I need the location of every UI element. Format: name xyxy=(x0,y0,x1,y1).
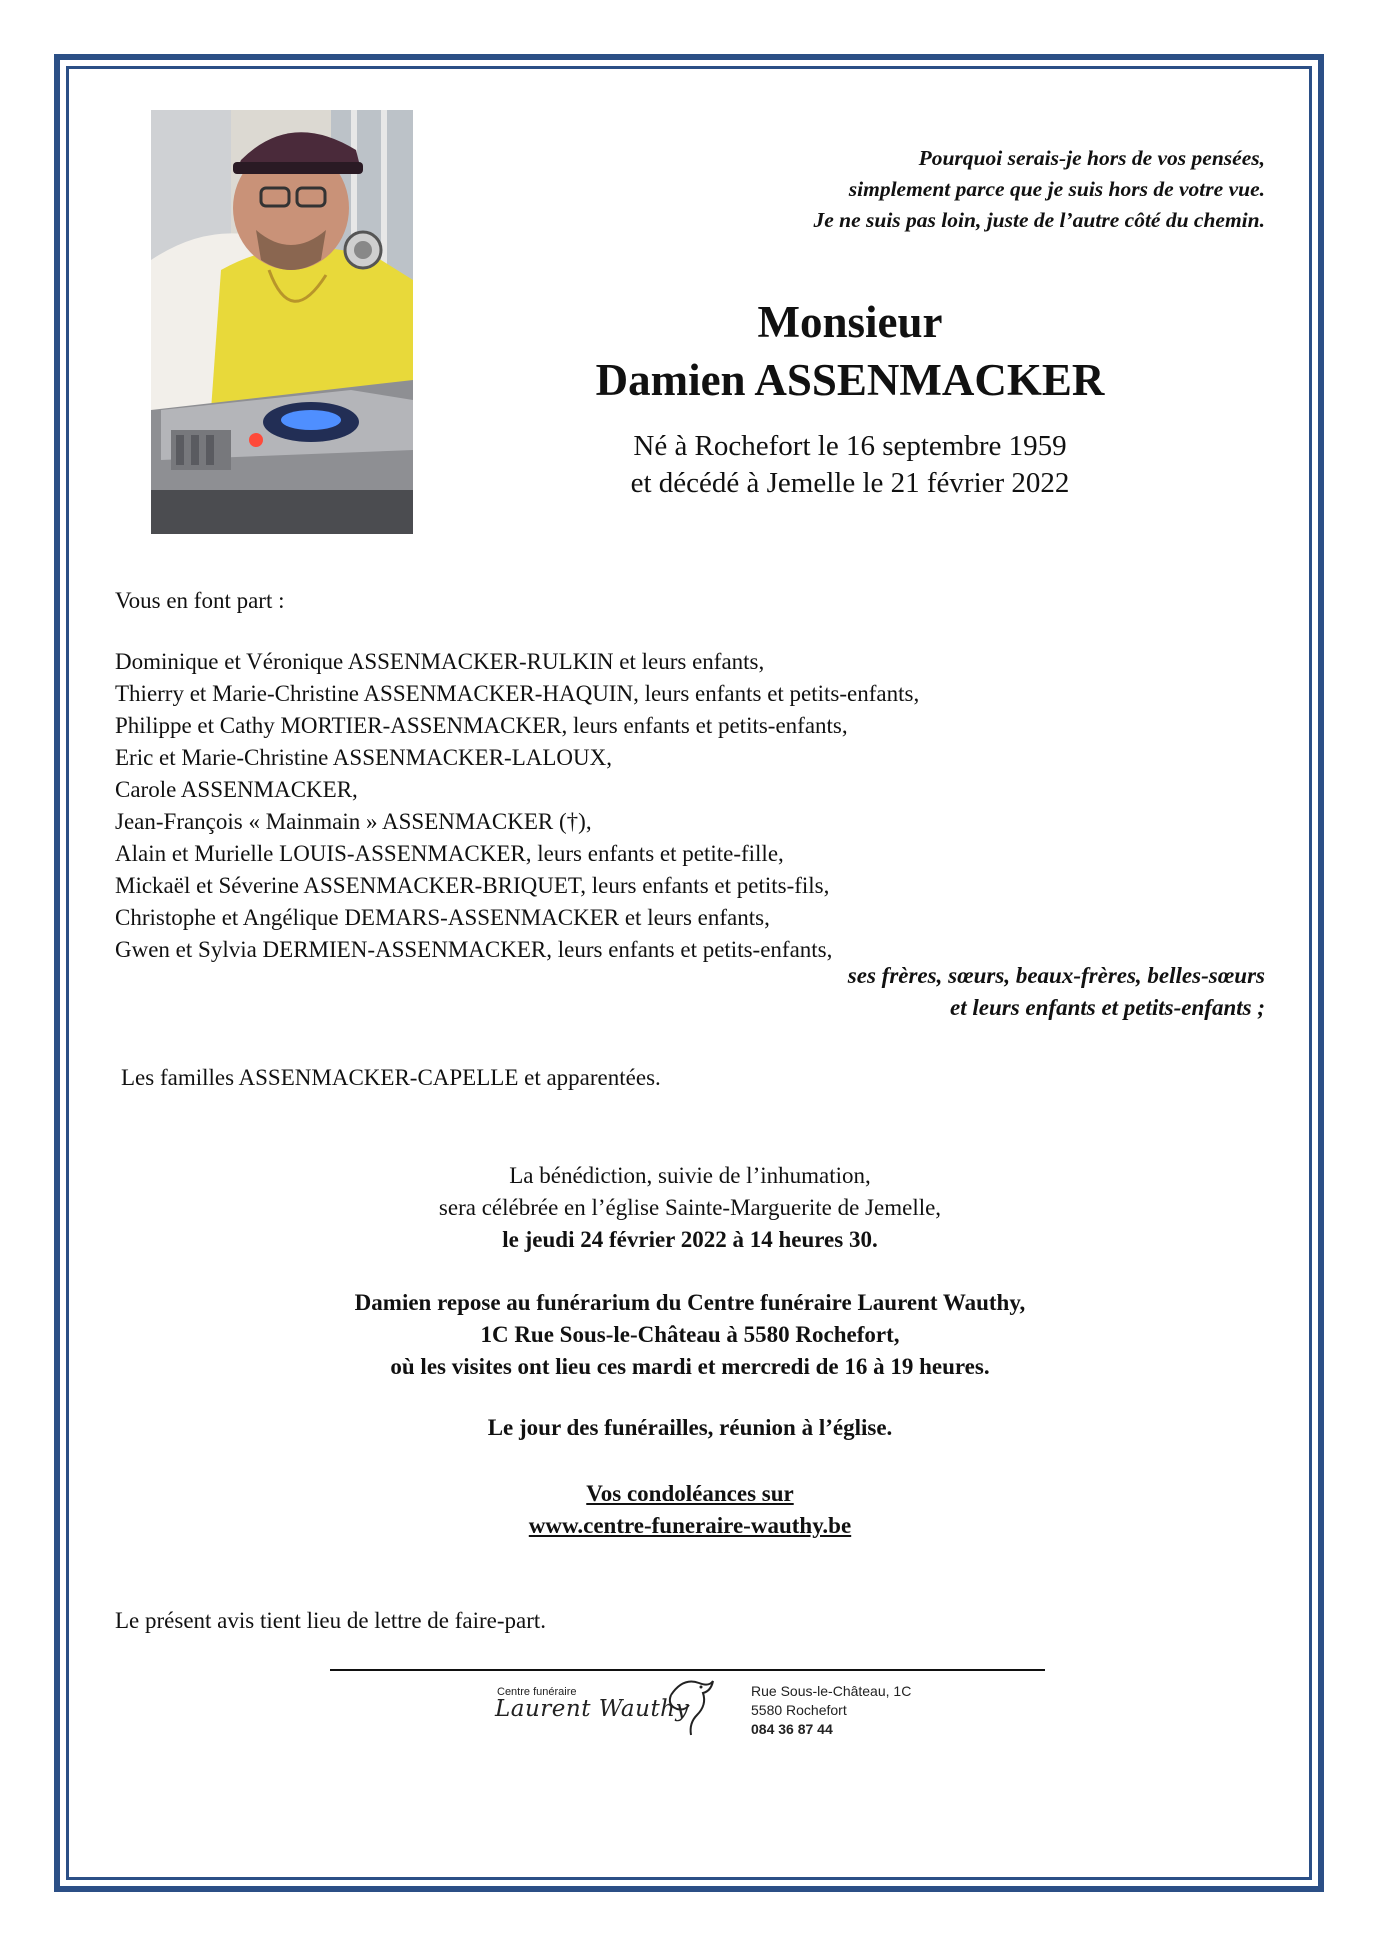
address-phone: 084 36 87 44 xyxy=(751,1721,833,1737)
ceremony-line: sera célébrée en l’église Sainte-Marguerite de Jemelle, xyxy=(438,1195,942,1220)
relation-line: ses frères, sœurs, beaux-frères, belles-sœurs xyxy=(847,963,1265,988)
visiting-hours: où les visites ont lieu ces mardi et mercredi de 16 à 19 heures. xyxy=(390,1354,990,1379)
deceased-title-block xyxy=(510,293,1190,409)
bird-logo-icon xyxy=(663,1675,721,1742)
death-line: et décédé à Jemelle le 21 février 2022 xyxy=(630,467,1070,499)
footer-address xyxy=(751,1682,911,1739)
family-item: Alain et Murielle LOUIS-ASSENMACKER, leurs enfants et petite-fille, xyxy=(115,841,784,866)
quote-line: simplement parce que je suis hors de votre vue. xyxy=(848,177,1265,201)
portrait-photo xyxy=(151,110,413,534)
ceremony-line: La bénédiction, suivie de l’inhumation, xyxy=(509,1163,871,1188)
family-item: Thierry et Marie-Christine ASSENMACKER-HAQUIN, leurs enfants et petits-enfants, xyxy=(115,681,920,706)
family-item: Philippe et Cathy MORTIER-ASSENMACKER, leurs enfants et petits-enfants, xyxy=(115,713,848,738)
quote-line: Pourquoi serais-je hors de vos pensées, xyxy=(918,146,1265,170)
funerarium-line: Damien repose au funérarium du Centre funéraire Laurent Wauthy, xyxy=(354,1290,1026,1315)
quote-line: Je ne suis pas loin, juste de l’autre côté du chemin. xyxy=(813,208,1265,232)
address-street: Rue Sous-le-Château, 1C xyxy=(751,1683,912,1699)
address-city: 5580 Rochefort xyxy=(751,1702,847,1718)
logo-caption: Centre funéraire xyxy=(497,1686,577,1698)
life-dates xyxy=(510,428,1190,502)
announcement-intro: Vous en font part : xyxy=(115,588,285,613)
condolences-label: Vos condoléances sur xyxy=(586,1481,794,1506)
family-item: Jean-François « Mainmain » ASSENMACKER (†), xyxy=(115,809,592,834)
family-item: Dominique et Véronique ASSENMACKER-RULKIN et leurs enfants, xyxy=(115,649,765,674)
relation-summary xyxy=(565,960,1265,1024)
opening-quote xyxy=(565,143,1265,236)
family-item: Carole ASSENMACKER, xyxy=(115,777,358,802)
meeting-note: Le jour des funérailles, réunion à l’église. xyxy=(487,1415,893,1440)
family-item: Mickaël et Séverine ASSENMACKER-BRIQUET, leurs enfants et petits-fils, xyxy=(115,873,830,898)
portrait-illustration xyxy=(151,110,413,534)
funerarium-address: 1C Rue Sous-le-Château à 5580 Rochefort, xyxy=(480,1322,900,1347)
related-families: Les familles ASSENMACKER-CAPELLE et apparentées. xyxy=(121,1065,661,1090)
deceased-name: Damien ASSENMACKER xyxy=(595,355,1105,405)
family-item: Eric et Marie-Christine ASSENMACKER-LALOUX, xyxy=(115,745,612,770)
family-item: Christophe et Angélique DEMARS-ASSENMACKER et leurs enfants, xyxy=(115,905,770,930)
ceremony-date: le jeudi 24 février 2022 à 14 heures 30. xyxy=(502,1227,878,1252)
ceremony-details xyxy=(190,1160,1190,1256)
logo-script-name: Laurent Wauthy xyxy=(495,1696,689,1722)
relation-line: et leurs enfants et petits-enfants ; xyxy=(950,995,1265,1020)
condolences-block xyxy=(190,1478,1190,1542)
condolences-link[interactable]: www.centre-funeraire-wauthy.be xyxy=(528,1513,852,1538)
funerarium-details xyxy=(190,1287,1190,1383)
family-list xyxy=(115,646,919,966)
birth-line: Né à Rochefort le 16 septembre 1959 xyxy=(633,430,1067,462)
closing-note: Le présent avis tient lieu de lettre de faire-part. xyxy=(115,1608,547,1633)
footer-divider xyxy=(330,1669,1045,1671)
family-item: Gwen et Sylvia DERMIEN-ASSENMACKER, leurs enfants et petits-enfants, xyxy=(115,937,833,962)
honorific: Monsieur xyxy=(757,297,943,347)
